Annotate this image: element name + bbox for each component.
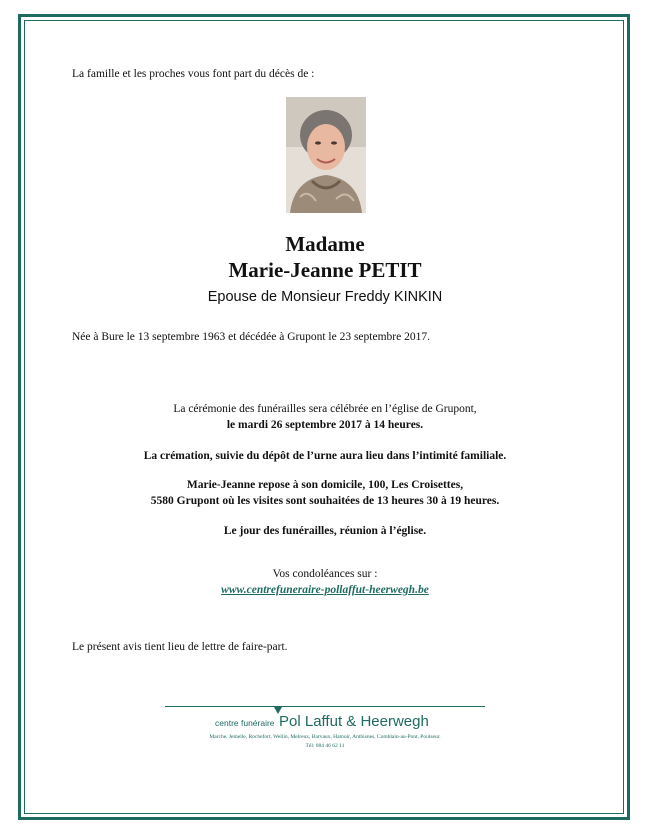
portrait-photo <box>286 97 366 213</box>
ceremony-line-2: le mardi 26 septembre 2017 à 14 heures. <box>226 419 424 431</box>
logo-prefix: centre funéraire <box>215 718 275 728</box>
deceased-title: Madame <box>285 232 365 256</box>
reunion-text: Le jour des funérailles, réunion à l’église. <box>223 525 427 537</box>
condolences-link-wrap <box>25 584 625 596</box>
closing-text: Le présent avis tient lieu de lettre de faire-part. <box>72 641 288 653</box>
spouse-line: Epouse de Monsieur Freddy KINKIN <box>207 289 443 305</box>
ceremony-line-1: La cérémonie des funérailles sera célébrée en l’église de Grupont, <box>173 403 477 415</box>
birth-death-text: Née à Bure le 13 septembre 1963 et décédée à Grupont le 23 septembre 2017. <box>72 331 430 343</box>
portrait-illustration <box>286 97 366 213</box>
funeral-home-logo <box>215 713 429 731</box>
condolences-label: Vos condoléances sur : <box>272 568 378 580</box>
rest-line-1: Marie-Jeanne repose à son domicile, 100, Les Croisettes, <box>186 479 464 491</box>
condolences-link[interactable]: www.centrefuneraire-pollaffut-heerwegh.be <box>221 584 429 596</box>
deceased-name: Marie-Jeanne PETIT <box>228 258 422 282</box>
intro-text: La famille et les proches vous font part du décès de : <box>72 68 315 80</box>
logo-phone: Tél: 084 46 62 11 <box>305 743 345 749</box>
logo-locations: Marche, Jemelle, Rochefort, Wellin, Melreux, Barvaux, Hamoir, Anthisnes, Comblain-au-Pont, Poulseur. <box>209 734 441 740</box>
logo-divider <box>165 706 485 707</box>
logo-name: Pol Laffut & Heerwegh <box>279 713 429 730</box>
rest-line-2: 5580 Grupont où les visites sont souhaitées de 13 heures 30 à 19 heures. <box>150 495 500 507</box>
cremation-text: La crémation, suivie du dépôt de l’urne aura lieu dans l’intimité familiale. <box>143 450 507 462</box>
